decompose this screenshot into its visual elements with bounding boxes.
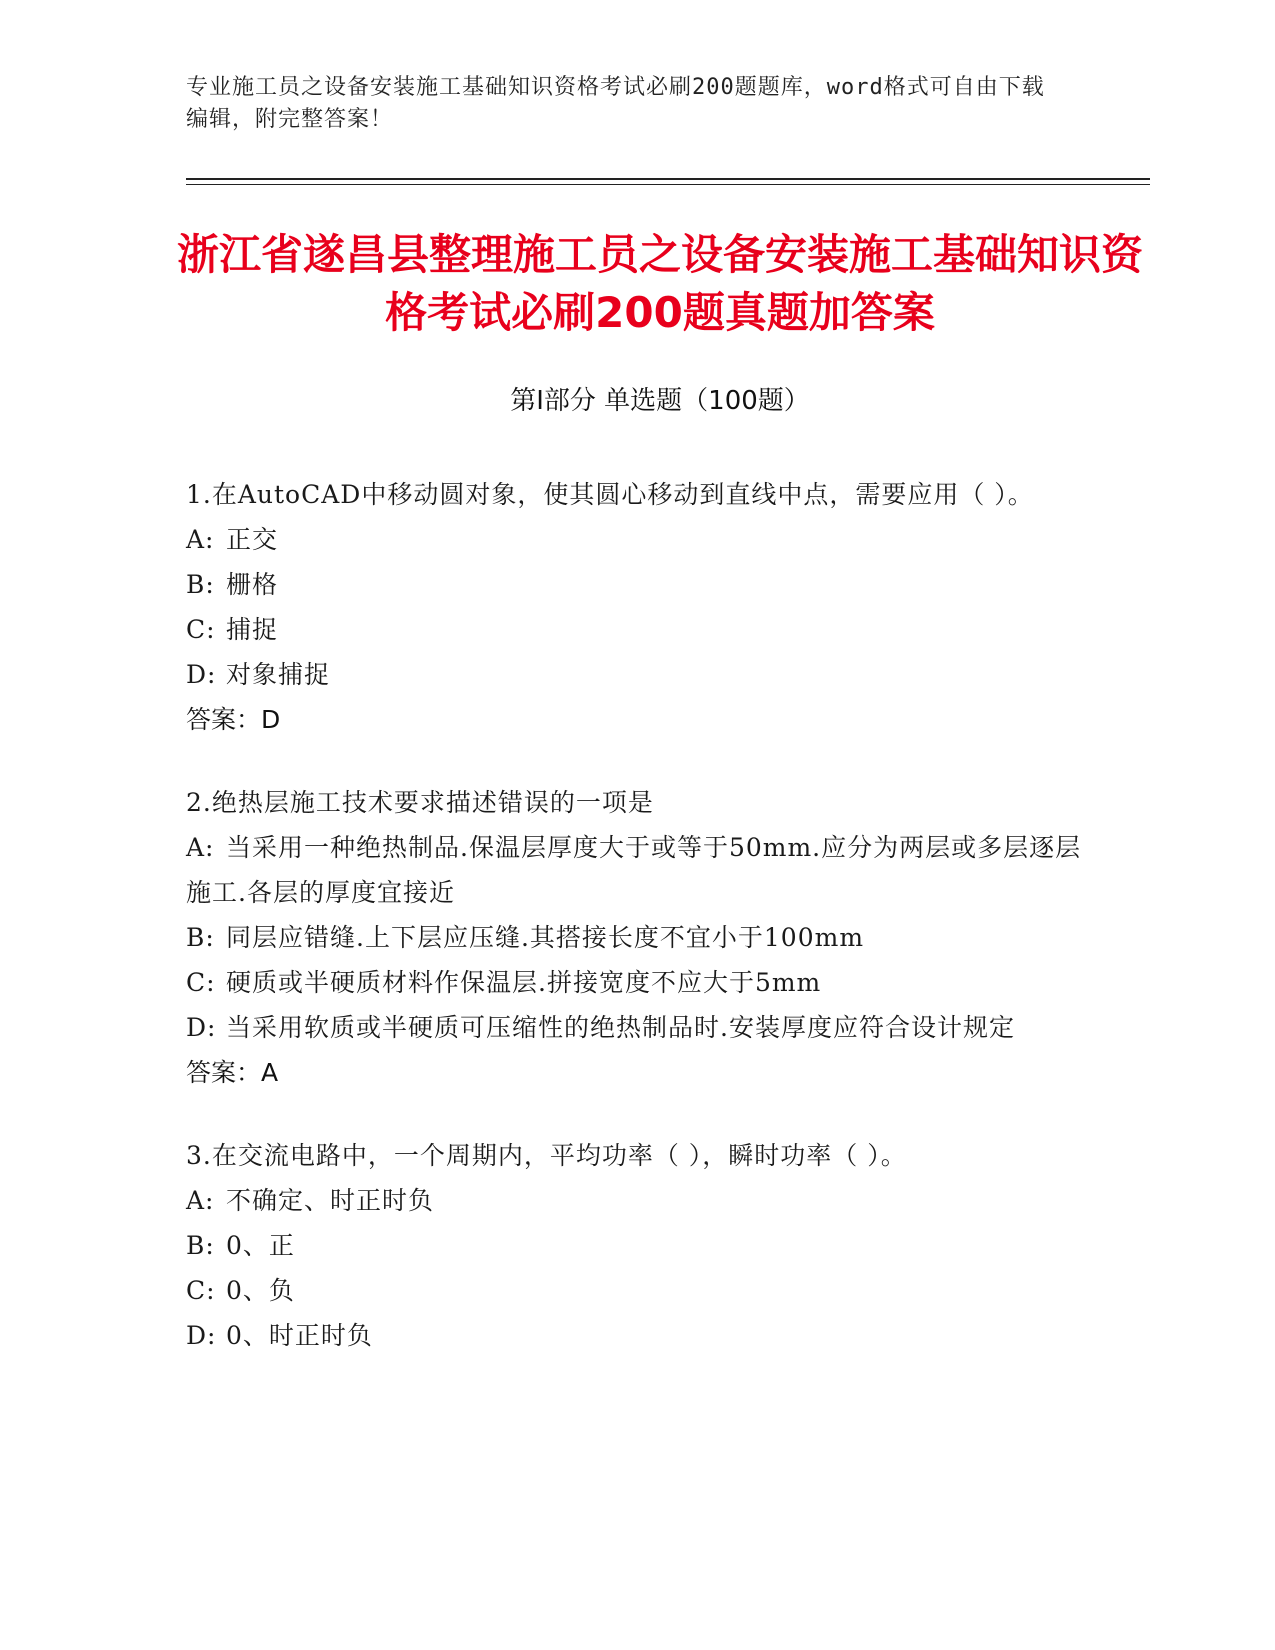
header-note: 专业施工员之设备安装施工基础知识资格考试必刷200题题库，word格式可自由下载编辑，附完整答案！ xyxy=(186,75,1045,132)
option-text: 硬质或半硬质材料作保温层.拼接宽度不应大于5mm xyxy=(226,968,822,997)
option-c xyxy=(186,960,1086,1005)
option-b xyxy=(186,1223,1086,1268)
document-title: 浙江省遂昌县整理施工员之设备安装施工基础知识资格考试必刷200题真题加答案 xyxy=(176,230,1143,337)
header-divider-thick xyxy=(186,178,1150,180)
section-heading: 第Ⅰ部分 单选题（100题） xyxy=(510,386,810,416)
question-2 xyxy=(186,780,1086,1095)
option-text: 同层应错缝.上下层应压缝.其搭接长度不宜小于100mm xyxy=(226,923,865,952)
option-d xyxy=(186,652,1086,697)
option-label: D: xyxy=(186,660,217,689)
option-b xyxy=(186,915,1086,960)
header-divider-thin xyxy=(186,184,1150,185)
option-text: 0、正 xyxy=(226,1231,295,1260)
option-text: 捕捉 xyxy=(226,615,279,644)
question-stem: 3.在交流电路中，一个周期内，平均功率（ ），瞬时功率（ ）。 xyxy=(186,1141,907,1170)
option-label: A: xyxy=(186,833,215,862)
answer: 答案：A xyxy=(186,1058,279,1087)
option-label: B: xyxy=(186,1231,215,1260)
question-1 xyxy=(186,472,1086,742)
question-list xyxy=(186,472,1086,1396)
option-c xyxy=(186,1268,1086,1313)
option-label: B: xyxy=(186,923,215,952)
option-label: C: xyxy=(186,1276,216,1305)
option-d xyxy=(186,1005,1086,1050)
option-text: 当采用一种绝热制品.保温层厚度大于或等于50mm.应分为两层或多层逐层施工.各层的厚度宜接近 xyxy=(186,833,1082,907)
option-text: 正交 xyxy=(226,525,279,554)
option-b xyxy=(186,562,1086,607)
option-text: 栅格 xyxy=(226,570,279,599)
option-text: 0、负 xyxy=(226,1276,295,1305)
option-text: 0、时正时负 xyxy=(226,1321,373,1350)
option-label: D: xyxy=(186,1321,217,1350)
option-label: A: xyxy=(186,525,215,554)
option-label: C: xyxy=(186,968,216,997)
question-stem: 1.在AutoCAD中移动圆对象，使其圆心移动到直线中点，需要应用（ ）。 xyxy=(186,480,1034,509)
answer: 答案：D xyxy=(186,705,281,734)
option-text: 当采用软质或半硬质可压缩性的绝热制品时.安装厚度应符合设计规定 xyxy=(226,1013,1015,1042)
option-a xyxy=(186,517,1086,562)
option-label: B: xyxy=(186,570,215,599)
option-label: A: xyxy=(186,1186,215,1215)
option-a xyxy=(186,1178,1086,1223)
option-c xyxy=(186,607,1086,652)
question-stem: 2.绝热层施工技术要求描述错误的一项是 xyxy=(186,788,654,817)
option-a xyxy=(186,825,1086,915)
option-text: 对象捕捉 xyxy=(226,660,331,689)
question-3 xyxy=(186,1133,1086,1358)
option-label: C: xyxy=(186,615,216,644)
option-d xyxy=(186,1313,1086,1358)
option-label: D: xyxy=(186,1013,217,1042)
option-text: 不确定、时正时负 xyxy=(226,1186,435,1215)
